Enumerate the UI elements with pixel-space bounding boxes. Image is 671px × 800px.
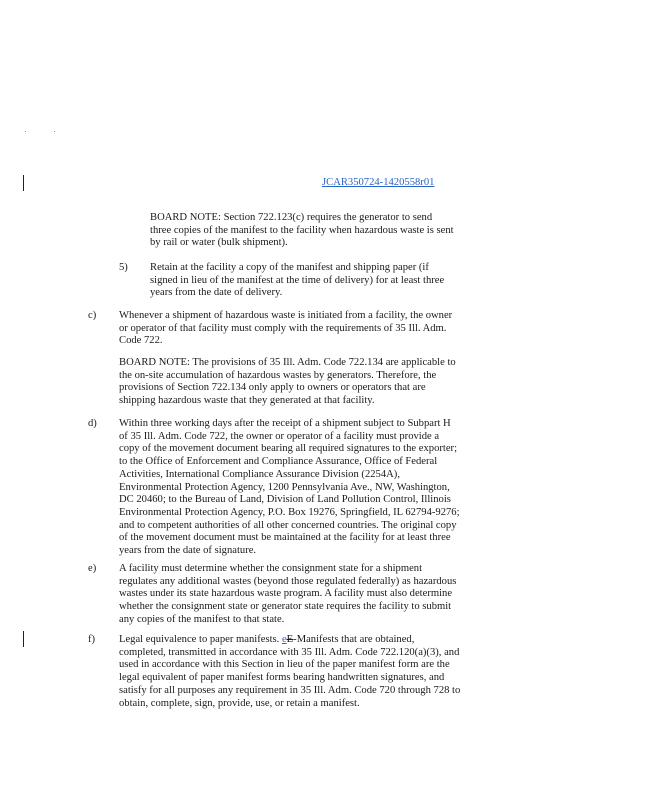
revision-change-bar xyxy=(23,175,24,191)
item-f-heading: Legal equivalence to paper manifests. xyxy=(119,634,280,645)
item-c-board-note: BOARD NOTE: The provisions of 35 Ill. Adm. Code 722.134 are applicable to the on-site accumulation of hazardous wastes by generators. Therefore, the provisions of Section 722.134 only apply to owners or operators that are shipping hazardous waste that they generated at that facility. xyxy=(119,357,456,407)
item-d-text: Within three working days after the receipt of a shipment subject to Subpart H of 35 Ill. Adm. Code 722, the owner or operator of a facility must provide a copy of the movement document bearing all required signatures to the exporter; to the Office of Enforcement and Compliance Assurance, Office of Federal Activities, International Compliance Assurance Division (2254A), Environmental Protection Agency, 1200 Pennsylvania Ave., NW, Washington, DC 20460; to the Bureau of Land, Division of Land Pollution Control, Illinois Environmental Protection Agency, P.O. Box 19276, Springfield, IL 62794-9276; and to competent authorities of all other concerned countries. The original copy of the movement document must be maintained at the facility for at least three years from the date of signature. xyxy=(119,418,460,557)
item-c-text: Whenever a shipment of hazardous waste is initiated from a facility, the owner or operator of that facility must comply with the requirements of 35 Ill. Adm. Code 722. xyxy=(119,310,453,347)
board-note-manifest-copies: BOARD NOTE: Section 722.123(c) requires the generator to send three copies of the manifest to the facility when hazardous waste is sent by rail or water (bulk shipment). xyxy=(150,212,454,249)
revision-change-bar xyxy=(23,631,24,647)
scan-speck xyxy=(54,131,55,132)
item-5-text: Retain at the facility a copy of the manifest and shipping paper (if signed in lieu of the manifest at the time of delivery) for at least three years from the date of delivery. xyxy=(150,262,445,299)
item-d-marker: d) xyxy=(88,418,97,429)
jcar-document-code[interactable]: JCAR350724-1420558r01 xyxy=(322,177,435,188)
inserted-text: e xyxy=(281,634,287,645)
item-e-marker: e) xyxy=(88,563,97,574)
item-c-marker: c) xyxy=(88,310,97,321)
item-5-marker: 5) xyxy=(119,262,128,273)
item-f-body: Manifests that are obtained, completed, transmitted in accordance with 35 Ill. Adm. Code 722.120(a)(3), and used in accordance with this Section in lieu of the paper manifest form are the legal equivalent of paper manifest forms bearing handwritten signatures, and satisfy for all purposes any requirement in 35 Ill. Adm. Code 720 through 728 to obtain, complete, sign, provide, use, or retain a manifest. xyxy=(119,634,461,709)
struck-text: E xyxy=(286,634,294,645)
scan-speck xyxy=(25,131,26,132)
item-e-text: A facility must determine whether the consignment state for a shipment regulates any additional wastes (beyond those regulated federally) as hazardous wastes under its state hazardous waste program. A facility must also determine whether the consignment state or generator state requires the facility to submit any copies of the manifest to that state. xyxy=(119,563,457,625)
item-f-marker: f) xyxy=(88,634,96,645)
item-f-text: Legal equivalence to paper manifests. eE-Manifests that are obtained, completed, transmitted in accordance with 35 Ill. Adm. Code 722.120(a)(3), and used in accordance with this Section in lieu of the paper manifest form are the legal equivalent of paper manifest forms bearing handwritten signatures, and satisfy for all purposes any requirement in 35 Ill. Adm. Code 720 through 728 to obtain, complete, sign, provide, use, or retain a manifest. xyxy=(119,634,461,709)
